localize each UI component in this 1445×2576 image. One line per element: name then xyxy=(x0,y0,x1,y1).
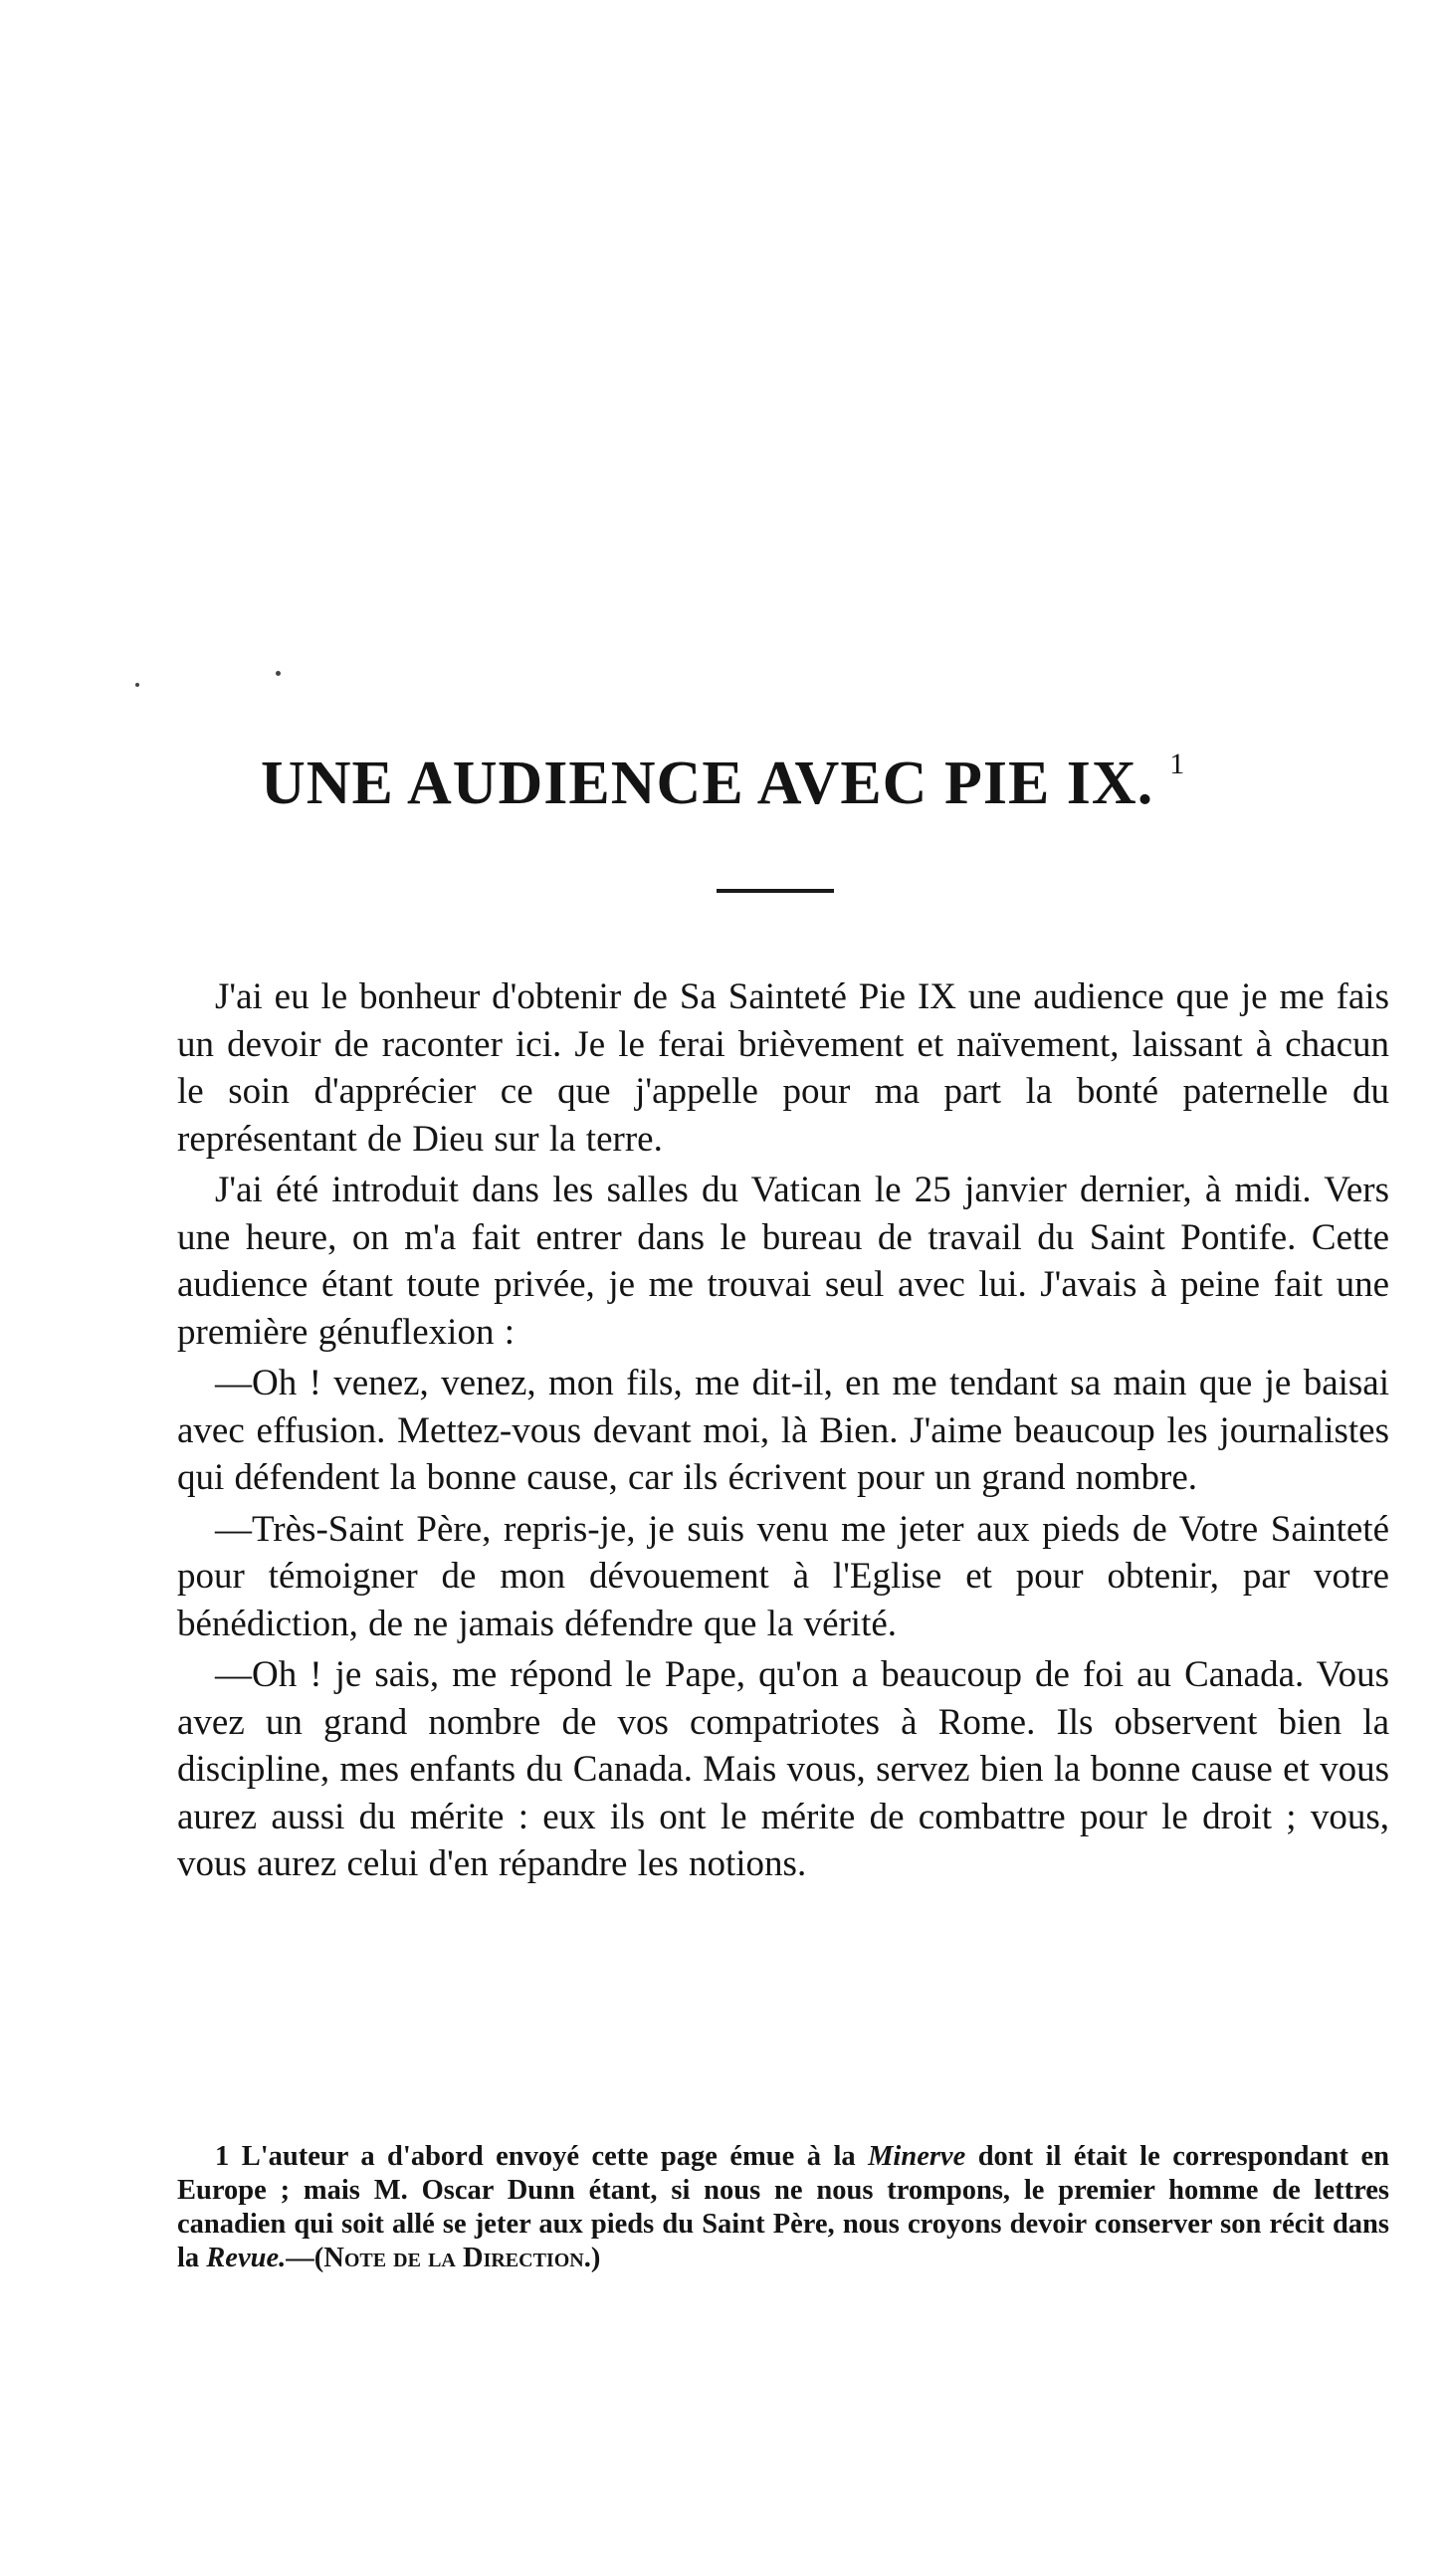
paragraph: J'ai été introduit dans les salles du Vatican le 25 janvier dernier, à midi. Vers une heure, on m'a fait entrer dans le bureau de travail du Saint Pontife. Cette audience étant toute privée, je me trouvai seul avec lui. J'avais à peine fait une première génuflexion : xyxy=(177,1170,1389,1353)
footnote-text: L'auteur a d'abord envoyé cette page émue à la xyxy=(241,2141,856,2172)
footnote xyxy=(177,2140,1389,2275)
paragraph: —Oh ! venez, venez, mon fils, me dit-il, en me tendant sa main que je baisai avec effusion. Mettez-vous devant moi, là Bien. J'aime beaucoup les journalistes qui défendent la bonne cause, car ils écrivent pour un grand nombre. xyxy=(177,1363,1389,1498)
footnote-text: —( xyxy=(286,2243,324,2273)
print-speck xyxy=(135,683,139,687)
chapter-title xyxy=(261,725,1296,823)
footnote-note-label: Note de la Direction. xyxy=(323,2243,591,2273)
footnote-italic-revue: Revue. xyxy=(206,2243,287,2273)
chapter-title-text: UNE AUDIENCE AVEC PIE IX. xyxy=(261,750,1154,817)
footnote-italic-minerve: Minerve xyxy=(868,2141,966,2172)
footnote-marker: 1 xyxy=(215,2141,230,2172)
title-divider xyxy=(717,889,834,893)
body-text xyxy=(177,973,1389,1892)
footnote-text: ) xyxy=(590,2243,601,2273)
footnote-text: dont il était le correspondant en Europe ; mais M. Oscar Dunn étant, si nous ne nous trompons, le premier homme de lettres canadien qui soit allé se jeter aux pieds du Saint Père, nous croyons devoir conserver son récit dans la xyxy=(177,2141,1389,2273)
paragraph: —Oh ! je sais, me répond le Pape, qu'on a beaucoup de foi au Canada. Vous avez un grand nombre de vos compatriotes à Rome. Ils observent bien la discipline, mes enfants du Canada. Mais vous, servez bien la bonne cause et vous aurez aussi du mérite : eux ils ont le mérite de combattre pour le droit ; vous, vous aurez celui d'en répandre les notions. xyxy=(177,1654,1389,1884)
print-speck xyxy=(276,671,281,676)
footnote-reference: 1 xyxy=(1169,748,1186,780)
paragraph: —Très-Saint Père, repris-je, je suis venu me jeter aux pieds de Votre Sainteté pour témoigner de mon dévouement à l'Eglise et pour obtenir, par votre bénédiction, de ne jamais défendre que la vérité. xyxy=(177,1508,1389,1644)
paragraph: J'ai eu le bonheur d'obtenir de Sa Sainteté Pie IX une audience que je me fais un devoir de raconter ici. Je le ferai brièvement et naïvement, laissant à chacun le soin d'apprécier ce que j'appelle pour ma part la bonté paternelle du représentant de Dieu sur la terre. xyxy=(177,976,1389,1160)
